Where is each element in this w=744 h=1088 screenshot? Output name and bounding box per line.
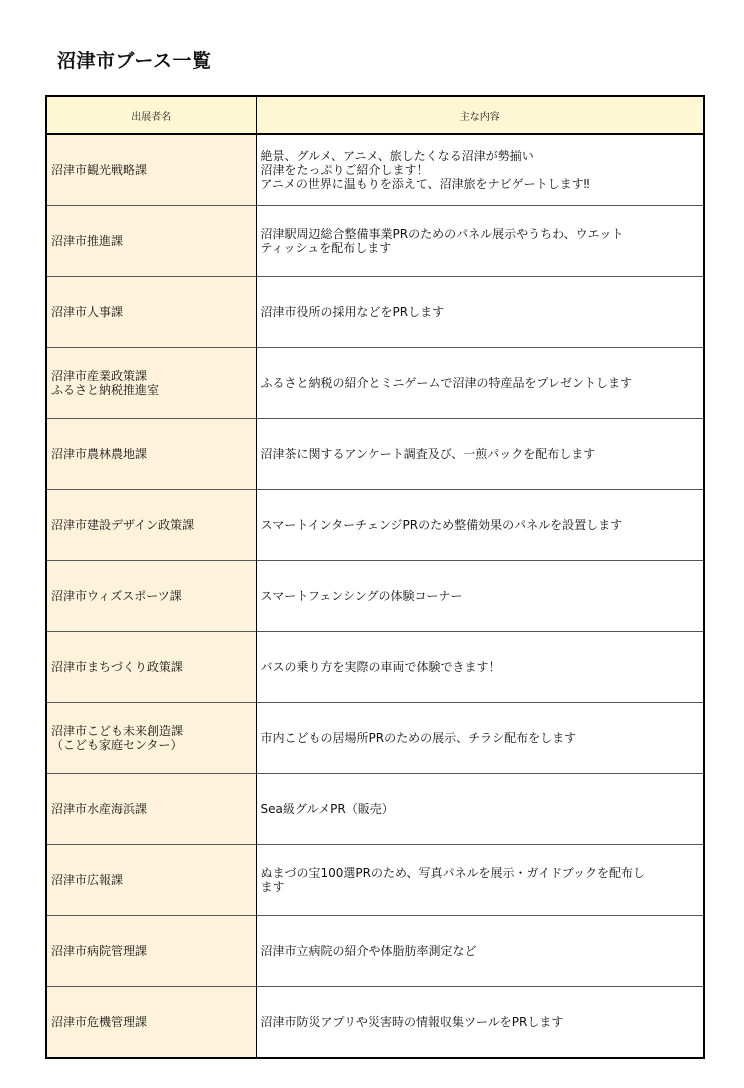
table-row bbox=[46, 206, 704, 277]
exhibitor-name: 沼津市こども未来創造課 （こども家庭センター） bbox=[46, 703, 256, 774]
exhibitor-name: 沼津市ウィズスポーツ課 bbox=[46, 561, 256, 632]
exhibitor-name: 沼津市建設デザイン政策課 bbox=[46, 490, 256, 561]
table-row bbox=[46, 774, 704, 845]
booth-content: スマートフェンシングの体験コーナー bbox=[256, 561, 704, 632]
page-title: 沼津市ブース一覧 bbox=[57, 50, 212, 72]
booth-content: 沼津茶に関するアンケート調査及び、一煎パックを配布します bbox=[256, 419, 704, 490]
table-row bbox=[46, 845, 704, 916]
table-row bbox=[46, 277, 704, 348]
column-header-content: 主な内容 bbox=[256, 96, 704, 134]
booth-table bbox=[45, 95, 705, 1059]
exhibitor-name: 沼津市病院管理課 bbox=[46, 916, 256, 987]
table-row bbox=[46, 490, 704, 561]
exhibitor-name: 沼津市広報課 bbox=[46, 845, 256, 916]
exhibitor-name: 沼津市推進課 bbox=[46, 206, 256, 277]
booth-content: Sea級グルメPR（販売） bbox=[256, 774, 704, 845]
table-row bbox=[46, 987, 704, 1059]
booth-content: ふるさと納税の紹介とミニゲームで沼津の特産品をプレゼントします bbox=[256, 348, 704, 419]
booth-content: バスの乗り方を実際の車両で体験できます！ bbox=[256, 632, 704, 703]
exhibitor-name: 沼津市水産海浜課 bbox=[46, 774, 256, 845]
booth-content: 沼津駅周辺総合整備事業PRのためのパネル展示やうちわ、ウエット ティッシュを配布します bbox=[256, 206, 704, 277]
table-header-row bbox=[46, 96, 704, 134]
booth-content: 沼津市立病院の紹介や体脂肪率測定など bbox=[256, 916, 704, 987]
column-header-exhibitor: 出展者名 bbox=[46, 96, 256, 134]
exhibitor-name: 沼津市危機管理課 bbox=[46, 987, 256, 1059]
booth-content: ぬまづの宝100選PRのため、写真パネルを展示・ガイドブックを配布し ます bbox=[256, 845, 704, 916]
table-row bbox=[46, 632, 704, 703]
booth-content: 沼津市役所の採用などをPRします bbox=[256, 277, 704, 348]
table-row bbox=[46, 561, 704, 632]
exhibitor-name: 沼津市産業政策課 ふるさと納税推進室 bbox=[46, 348, 256, 419]
table-row bbox=[46, 703, 704, 774]
booth-content: スマートインターチェンジPRのため整備効果のパネルを設置します bbox=[256, 490, 704, 561]
booth-content: 絶景、グルメ、アニメ、旅したくなる沼津が勢揃い 沼津をたっぷりご紹介します！ アニメの世界に温もりを添えて、沼津旅をナビゲートします‼ bbox=[256, 134, 704, 206]
table-row bbox=[46, 916, 704, 987]
exhibitor-name: 沼津市農林農地課 bbox=[46, 419, 256, 490]
exhibitor-name: 沼津市まちづくり政策課 bbox=[46, 632, 256, 703]
booth-content: 市内こどもの居場所PRのための展示、チラシ配布をします bbox=[256, 703, 704, 774]
table-row bbox=[46, 348, 704, 419]
exhibitor-name: 沼津市観光戦略課 bbox=[46, 134, 256, 206]
table-row bbox=[46, 134, 704, 206]
booth-content: 沼津市防災アプリや災害時の情報収集ツールをPRします bbox=[256, 987, 704, 1059]
table-row bbox=[46, 419, 704, 490]
exhibitor-name: 沼津市人事課 bbox=[46, 277, 256, 348]
